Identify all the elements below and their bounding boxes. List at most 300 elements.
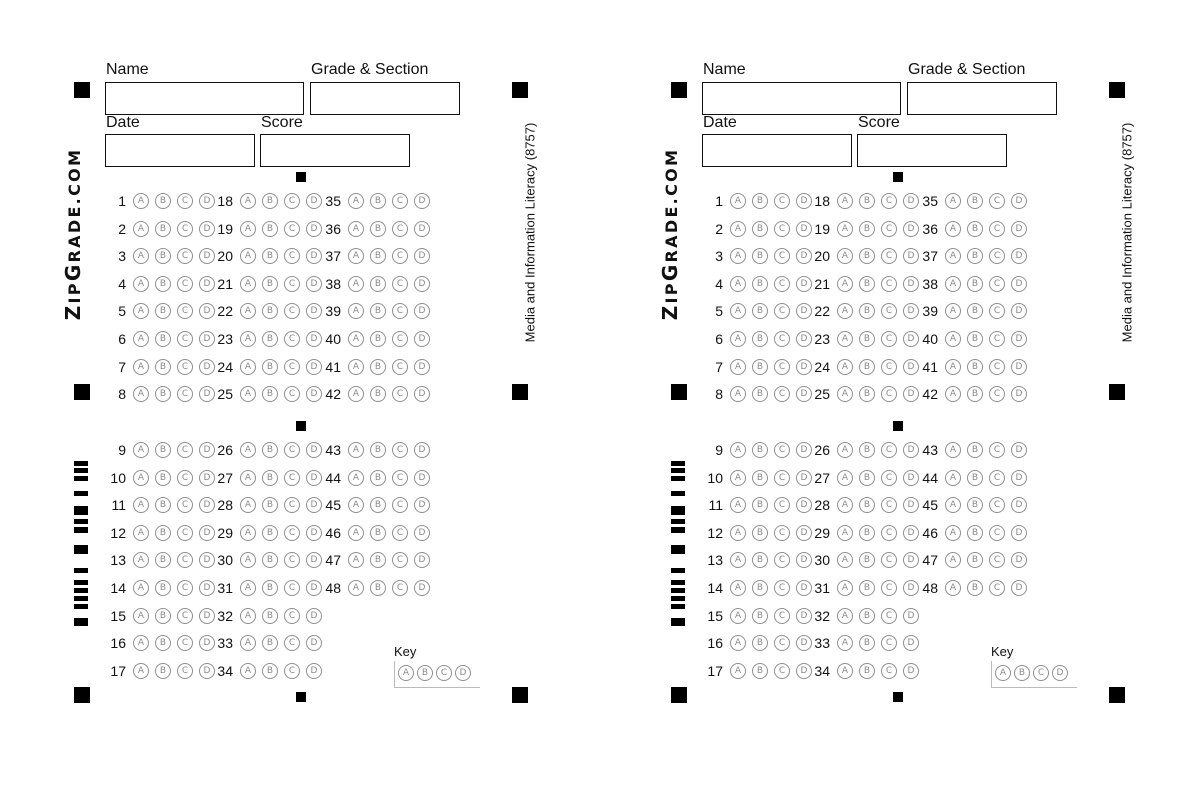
answer-bubble-b[interactable]: B <box>262 663 278 679</box>
answer-bubble-c[interactable]: C <box>881 580 897 596</box>
answer-bubble-c[interactable]: C <box>177 276 193 292</box>
answer-bubble-b[interactable]: B <box>752 303 768 319</box>
key-bubble-b[interactable]: B <box>1014 665 1030 681</box>
answer-bubble-b[interactable]: B <box>967 497 983 513</box>
answer-bubble-b[interactable]: B <box>859 248 875 264</box>
key-bubble-d[interactable]: D <box>1052 665 1068 681</box>
answer-bubble-a[interactable]: A <box>133 608 149 624</box>
answer-bubble-d[interactable]: D <box>903 331 919 347</box>
answer-bubble-d[interactable]: D <box>306 470 322 486</box>
answer-bubble-a[interactable]: A <box>837 276 853 292</box>
answer-bubble-b[interactable]: B <box>859 497 875 513</box>
answer-bubble-c[interactable]: C <box>881 663 897 679</box>
answer-bubble-b[interactable]: B <box>155 497 171 513</box>
answer-bubble-c[interactable]: C <box>881 276 897 292</box>
answer-bubble-d[interactable]: D <box>1011 497 1027 513</box>
answer-bubble-c[interactable]: C <box>989 580 1005 596</box>
answer-bubble-b[interactable]: B <box>859 359 875 375</box>
answer-bubble-a[interactable]: A <box>945 552 961 568</box>
answer-bubble-b[interactable]: B <box>262 580 278 596</box>
answer-bubble-c[interactable]: C <box>177 331 193 347</box>
answer-bubble-c[interactable]: C <box>392 525 408 541</box>
answer-bubble-a[interactable]: A <box>348 303 364 319</box>
answer-bubble-a[interactable]: A <box>240 331 256 347</box>
answer-bubble-c[interactable]: C <box>177 470 193 486</box>
answer-bubble-c[interactable]: C <box>881 470 897 486</box>
answer-bubble-c[interactable]: C <box>774 359 790 375</box>
answer-bubble-a[interactable]: A <box>133 276 149 292</box>
answer-bubble-a[interactable]: A <box>945 248 961 264</box>
answer-bubble-c[interactable]: C <box>774 552 790 568</box>
answer-bubble-d[interactable]: D <box>1011 552 1027 568</box>
answer-bubble-c[interactable]: C <box>774 303 790 319</box>
answer-bubble-a[interactable]: A <box>348 193 364 209</box>
answer-bubble-d[interactable]: D <box>796 608 812 624</box>
answer-bubble-a[interactable]: A <box>837 303 853 319</box>
answer-bubble-b[interactable]: B <box>967 552 983 568</box>
answer-bubble-a[interactable]: A <box>240 221 256 237</box>
answer-bubble-c[interactable]: C <box>881 248 897 264</box>
answer-bubble-d[interactable]: D <box>796 221 812 237</box>
answer-bubble-b[interactable]: B <box>752 442 768 458</box>
answer-bubble-a[interactable]: A <box>240 608 256 624</box>
answer-bubble-a[interactable]: A <box>837 442 853 458</box>
answer-bubble-b[interactable]: B <box>967 386 983 402</box>
answer-bubble-d[interactable]: D <box>903 442 919 458</box>
answer-bubble-d[interactable]: D <box>199 663 215 679</box>
answer-bubble-a[interactable]: A <box>133 331 149 347</box>
answer-bubble-b[interactable]: B <box>155 635 171 651</box>
answer-bubble-c[interactable]: C <box>774 276 790 292</box>
answer-bubble-c[interactable]: C <box>774 635 790 651</box>
answer-bubble-a[interactable]: A <box>837 525 853 541</box>
answer-bubble-b[interactable]: B <box>262 221 278 237</box>
answer-bubble-c[interactable]: C <box>881 303 897 319</box>
answer-bubble-d[interactable]: D <box>199 193 215 209</box>
answer-bubble-d[interactable]: D <box>796 442 812 458</box>
answer-bubble-d[interactable]: D <box>414 580 430 596</box>
answer-bubble-d[interactable]: D <box>796 580 812 596</box>
answer-bubble-c[interactable]: C <box>989 193 1005 209</box>
answer-bubble-b[interactable]: B <box>752 525 768 541</box>
answer-bubble-d[interactable]: D <box>306 580 322 596</box>
answer-bubble-a[interactable]: A <box>348 359 364 375</box>
answer-bubble-a[interactable]: A <box>730 497 746 513</box>
answer-bubble-b[interactable]: B <box>859 331 875 347</box>
answer-bubble-d[interactable]: D <box>199 303 215 319</box>
answer-bubble-d[interactable]: D <box>903 470 919 486</box>
answer-bubble-a[interactable]: A <box>348 276 364 292</box>
answer-bubble-a[interactable]: A <box>945 386 961 402</box>
answer-bubble-a[interactable]: A <box>348 470 364 486</box>
answer-bubble-c[interactable]: C <box>774 248 790 264</box>
answer-bubble-d[interactable]: D <box>1011 221 1027 237</box>
answer-bubble-c[interactable]: C <box>881 331 897 347</box>
answer-bubble-c[interactable]: C <box>774 525 790 541</box>
answer-bubble-b[interactable]: B <box>370 193 386 209</box>
answer-bubble-a[interactable]: A <box>730 386 746 402</box>
answer-bubble-a[interactable]: A <box>945 359 961 375</box>
grade-section-field[interactable] <box>907 82 1057 115</box>
answer-bubble-c[interactable]: C <box>392 276 408 292</box>
answer-bubble-a[interactable]: A <box>730 331 746 347</box>
answer-bubble-c[interactable]: C <box>774 608 790 624</box>
answer-bubble-a[interactable]: A <box>348 497 364 513</box>
answer-bubble-c[interactable]: C <box>392 221 408 237</box>
answer-bubble-c[interactable]: C <box>284 552 300 568</box>
answer-bubble-c[interactable]: C <box>284 525 300 541</box>
name-field[interactable] <box>702 82 901 115</box>
answer-bubble-a[interactable]: A <box>240 303 256 319</box>
answer-bubble-b[interactable]: B <box>967 221 983 237</box>
answer-bubble-c[interactable]: C <box>774 331 790 347</box>
answer-bubble-d[interactable]: D <box>903 663 919 679</box>
answer-bubble-c[interactable]: C <box>881 552 897 568</box>
answer-bubble-c[interactable]: C <box>881 193 897 209</box>
answer-bubble-a[interactable]: A <box>348 580 364 596</box>
answer-bubble-b[interactable]: B <box>370 221 386 237</box>
answer-bubble-a[interactable]: A <box>730 221 746 237</box>
answer-bubble-c[interactable]: C <box>881 608 897 624</box>
answer-bubble-d[interactable]: D <box>414 470 430 486</box>
score-field[interactable] <box>857 134 1007 167</box>
answer-bubble-a[interactable]: A <box>240 525 256 541</box>
answer-bubble-b[interactable]: B <box>859 442 875 458</box>
answer-bubble-a[interactable]: A <box>730 525 746 541</box>
answer-bubble-a[interactable]: A <box>945 580 961 596</box>
answer-bubble-a[interactable]: A <box>945 470 961 486</box>
answer-bubble-c[interactable]: C <box>881 525 897 541</box>
answer-bubble-a[interactable]: A <box>240 552 256 568</box>
answer-bubble-d[interactable]: D <box>306 248 322 264</box>
answer-bubble-d[interactable]: D <box>1011 303 1027 319</box>
answer-bubble-b[interactable]: B <box>262 635 278 651</box>
answer-bubble-b[interactable]: B <box>370 497 386 513</box>
answer-bubble-c[interactable]: C <box>284 580 300 596</box>
date-field[interactable] <box>105 134 255 167</box>
answer-bubble-a[interactable]: A <box>133 303 149 319</box>
answer-bubble-b[interactable]: B <box>155 331 171 347</box>
answer-bubble-a[interactable]: A <box>945 221 961 237</box>
answer-bubble-a[interactable]: A <box>240 386 256 402</box>
answer-bubble-a[interactable]: A <box>133 525 149 541</box>
answer-bubble-d[interactable]: D <box>199 442 215 458</box>
answer-bubble-c[interactable]: C <box>392 580 408 596</box>
answer-bubble-c[interactable]: C <box>284 359 300 375</box>
answer-bubble-b[interactable]: B <box>155 525 171 541</box>
answer-bubble-c[interactable]: C <box>774 221 790 237</box>
answer-bubble-d[interactable]: D <box>903 386 919 402</box>
answer-bubble-c[interactable]: C <box>284 193 300 209</box>
answer-bubble-b[interactable]: B <box>262 470 278 486</box>
answer-bubble-c[interactable]: C <box>392 442 408 458</box>
answer-bubble-d[interactable]: D <box>1011 470 1027 486</box>
answer-bubble-b[interactable]: B <box>262 608 278 624</box>
answer-bubble-b[interactable]: B <box>155 221 171 237</box>
answer-bubble-d[interactable]: D <box>796 331 812 347</box>
answer-bubble-c[interactable]: C <box>284 248 300 264</box>
answer-bubble-c[interactable]: C <box>392 359 408 375</box>
answer-bubble-c[interactable]: C <box>881 442 897 458</box>
answer-bubble-a[interactable]: A <box>730 580 746 596</box>
answer-bubble-d[interactable]: D <box>414 552 430 568</box>
date-field[interactable] <box>702 134 852 167</box>
answer-bubble-d[interactable]: D <box>903 276 919 292</box>
answer-bubble-a[interactable]: A <box>133 193 149 209</box>
answer-bubble-b[interactable]: B <box>262 386 278 402</box>
answer-bubble-d[interactable]: D <box>306 359 322 375</box>
answer-bubble-b[interactable]: B <box>155 663 171 679</box>
answer-bubble-b[interactable]: B <box>859 635 875 651</box>
answer-bubble-a[interactable]: A <box>730 635 746 651</box>
answer-bubble-a[interactable]: A <box>133 580 149 596</box>
answer-bubble-c[interactable]: C <box>989 221 1005 237</box>
answer-bubble-c[interactable]: C <box>392 470 408 486</box>
answer-bubble-b[interactable]: B <box>752 248 768 264</box>
answer-bubble-c[interactable]: C <box>177 525 193 541</box>
answer-bubble-c[interactable]: C <box>392 497 408 513</box>
answer-bubble-b[interactable]: B <box>262 359 278 375</box>
answer-bubble-b[interactable]: B <box>967 331 983 347</box>
answer-bubble-c[interactable]: C <box>284 221 300 237</box>
answer-bubble-c[interactable]: C <box>881 497 897 513</box>
answer-bubble-d[interactable]: D <box>199 525 215 541</box>
answer-bubble-d[interactable]: D <box>903 359 919 375</box>
score-field[interactable] <box>260 134 410 167</box>
answer-bubble-d[interactable]: D <box>796 635 812 651</box>
answer-bubble-b[interactable]: B <box>967 442 983 458</box>
answer-bubble-c[interactable]: C <box>989 552 1005 568</box>
answer-bubble-d[interactable]: D <box>306 442 322 458</box>
answer-bubble-b[interactable]: B <box>752 221 768 237</box>
answer-bubble-b[interactable]: B <box>262 331 278 347</box>
answer-bubble-a[interactable]: A <box>730 552 746 568</box>
answer-bubble-a[interactable]: A <box>837 552 853 568</box>
answer-bubble-d[interactable]: D <box>796 193 812 209</box>
answer-bubble-b[interactable]: B <box>859 552 875 568</box>
answer-bubble-d[interactable]: D <box>414 497 430 513</box>
answer-bubble-a[interactable]: A <box>837 608 853 624</box>
answer-bubble-c[interactable]: C <box>284 303 300 319</box>
answer-bubble-c[interactable]: C <box>177 442 193 458</box>
answer-bubble-c[interactable]: C <box>177 580 193 596</box>
answer-bubble-d[interactable]: D <box>306 663 322 679</box>
answer-bubble-a[interactable]: A <box>133 386 149 402</box>
answer-bubble-d[interactable]: D <box>796 303 812 319</box>
answer-bubble-a[interactable]: A <box>730 248 746 264</box>
answer-bubble-b[interactable]: B <box>859 193 875 209</box>
answer-bubble-b[interactable]: B <box>859 608 875 624</box>
answer-bubble-d[interactable]: D <box>199 386 215 402</box>
answer-bubble-c[interactable]: C <box>284 470 300 486</box>
answer-bubble-d[interactable]: D <box>414 359 430 375</box>
answer-bubble-c[interactable]: C <box>774 386 790 402</box>
answer-bubble-d[interactable]: D <box>1011 386 1027 402</box>
answer-bubble-a[interactable]: A <box>945 442 961 458</box>
answer-bubble-c[interactable]: C <box>989 359 1005 375</box>
answer-bubble-d[interactable]: D <box>796 248 812 264</box>
answer-bubble-b[interactable]: B <box>967 248 983 264</box>
answer-bubble-b[interactable]: B <box>752 470 768 486</box>
answer-bubble-c[interactable]: C <box>392 303 408 319</box>
answer-bubble-d[interactable]: D <box>306 221 322 237</box>
answer-bubble-b[interactable]: B <box>262 248 278 264</box>
answer-bubble-d[interactable]: D <box>306 635 322 651</box>
answer-bubble-b[interactable]: B <box>155 386 171 402</box>
answer-bubble-b[interactable]: B <box>155 248 171 264</box>
answer-bubble-a[interactable]: A <box>240 359 256 375</box>
answer-bubble-b[interactable]: B <box>370 331 386 347</box>
answer-bubble-d[interactable]: D <box>414 193 430 209</box>
answer-bubble-d[interactable]: D <box>199 248 215 264</box>
answer-bubble-a[interactable]: A <box>348 442 364 458</box>
answer-bubble-a[interactable]: A <box>837 580 853 596</box>
answer-bubble-a[interactable]: A <box>945 331 961 347</box>
answer-bubble-b[interactable]: B <box>155 470 171 486</box>
key-bubble-b[interactable]: B <box>417 665 433 681</box>
answer-bubble-d[interactable]: D <box>306 552 322 568</box>
answer-bubble-d[interactable]: D <box>199 221 215 237</box>
answer-bubble-c[interactable]: C <box>774 193 790 209</box>
answer-bubble-a[interactable]: A <box>240 248 256 264</box>
answer-bubble-b[interactable]: B <box>370 580 386 596</box>
answer-bubble-a[interactable]: A <box>837 248 853 264</box>
answer-bubble-d[interactable]: D <box>1011 525 1027 541</box>
answer-bubble-a[interactable]: A <box>730 359 746 375</box>
key-bubble-a[interactable]: A <box>995 665 1011 681</box>
answer-bubble-b[interactable]: B <box>155 276 171 292</box>
answer-bubble-d[interactable]: D <box>199 470 215 486</box>
answer-bubble-b[interactable]: B <box>155 580 171 596</box>
answer-bubble-b[interactable]: B <box>155 608 171 624</box>
answer-bubble-c[interactable]: C <box>284 386 300 402</box>
answer-bubble-a[interactable]: A <box>133 663 149 679</box>
answer-bubble-c[interactable]: C <box>774 497 790 513</box>
answer-bubble-a[interactable]: A <box>945 193 961 209</box>
answer-bubble-d[interactable]: D <box>1011 359 1027 375</box>
answer-bubble-b[interactable]: B <box>370 303 386 319</box>
answer-bubble-a[interactable]: A <box>348 248 364 264</box>
answer-bubble-d[interactable]: D <box>903 193 919 209</box>
answer-bubble-c[interactable]: C <box>989 497 1005 513</box>
answer-bubble-c[interactable]: C <box>177 359 193 375</box>
answer-bubble-d[interactable]: D <box>796 497 812 513</box>
answer-bubble-d[interactable]: D <box>796 470 812 486</box>
answer-bubble-a[interactable]: A <box>240 470 256 486</box>
answer-bubble-d[interactable]: D <box>199 331 215 347</box>
answer-bubble-c[interactable]: C <box>177 193 193 209</box>
answer-bubble-b[interactable]: B <box>262 303 278 319</box>
name-field[interactable] <box>105 82 304 115</box>
answer-bubble-a[interactable]: A <box>133 221 149 237</box>
answer-bubble-c[interactable]: C <box>989 442 1005 458</box>
answer-bubble-b[interactable]: B <box>370 552 386 568</box>
answer-bubble-a[interactable]: A <box>730 470 746 486</box>
answer-bubble-b[interactable]: B <box>967 193 983 209</box>
answer-bubble-d[interactable]: D <box>796 359 812 375</box>
answer-bubble-d[interactable]: D <box>199 608 215 624</box>
answer-bubble-a[interactable]: A <box>133 497 149 513</box>
answer-bubble-c[interactable]: C <box>284 497 300 513</box>
key-bubble-c[interactable]: C <box>436 665 452 681</box>
answer-bubble-b[interactable]: B <box>967 470 983 486</box>
answer-bubble-b[interactable]: B <box>262 193 278 209</box>
answer-bubble-d[interactable]: D <box>199 359 215 375</box>
answer-bubble-b[interactable]: B <box>155 359 171 375</box>
answer-bubble-c[interactable]: C <box>774 580 790 596</box>
answer-bubble-d[interactable]: D <box>414 276 430 292</box>
answer-bubble-b[interactable]: B <box>752 497 768 513</box>
answer-bubble-c[interactable]: C <box>774 442 790 458</box>
answer-bubble-b[interactable]: B <box>859 663 875 679</box>
answer-bubble-b[interactable]: B <box>370 359 386 375</box>
answer-bubble-d[interactable]: D <box>903 635 919 651</box>
answer-bubble-a[interactable]: A <box>240 276 256 292</box>
answer-bubble-a[interactable]: A <box>133 359 149 375</box>
answer-bubble-a[interactable]: A <box>133 248 149 264</box>
answer-bubble-b[interactable]: B <box>752 276 768 292</box>
answer-bubble-a[interactable]: A <box>730 193 746 209</box>
answer-bubble-b[interactable]: B <box>370 525 386 541</box>
answer-bubble-d[interactable]: D <box>1011 276 1027 292</box>
answer-bubble-d[interactable]: D <box>414 331 430 347</box>
answer-bubble-a[interactable]: A <box>837 386 853 402</box>
answer-bubble-c[interactable]: C <box>284 331 300 347</box>
answer-bubble-d[interactable]: D <box>1011 248 1027 264</box>
answer-bubble-c[interactable]: C <box>881 386 897 402</box>
answer-bubble-d[interactable]: D <box>903 303 919 319</box>
answer-bubble-b[interactable]: B <box>967 580 983 596</box>
answer-bubble-b[interactable]: B <box>262 442 278 458</box>
answer-bubble-a[interactable]: A <box>133 635 149 651</box>
answer-bubble-c[interactable]: C <box>392 552 408 568</box>
answer-bubble-c[interactable]: C <box>881 635 897 651</box>
answer-bubble-a[interactable]: A <box>730 276 746 292</box>
answer-bubble-d[interactable]: D <box>903 525 919 541</box>
answer-bubble-d[interactable]: D <box>199 580 215 596</box>
answer-bubble-d[interactable]: D <box>306 303 322 319</box>
answer-bubble-a[interactable]: A <box>837 359 853 375</box>
answer-bubble-b[interactable]: B <box>155 193 171 209</box>
answer-bubble-b[interactable]: B <box>752 635 768 651</box>
answer-bubble-a[interactable]: A <box>730 442 746 458</box>
answer-bubble-a[interactable]: A <box>837 221 853 237</box>
answer-bubble-c[interactable]: C <box>774 663 790 679</box>
grade-section-field[interactable] <box>310 82 460 115</box>
answer-bubble-d[interactable]: D <box>903 248 919 264</box>
answer-bubble-c[interactable]: C <box>881 359 897 375</box>
answer-bubble-c[interactable]: C <box>177 248 193 264</box>
answer-bubble-c[interactable]: C <box>989 303 1005 319</box>
answer-bubble-d[interactable]: D <box>796 276 812 292</box>
answer-bubble-c[interactable]: C <box>284 276 300 292</box>
answer-bubble-b[interactable]: B <box>859 470 875 486</box>
answer-bubble-d[interactable]: D <box>903 221 919 237</box>
answer-bubble-d[interactable]: D <box>414 442 430 458</box>
answer-bubble-d[interactable]: D <box>306 193 322 209</box>
answer-bubble-a[interactable]: A <box>240 442 256 458</box>
answer-bubble-d[interactable]: D <box>903 608 919 624</box>
answer-bubble-d[interactable]: D <box>306 525 322 541</box>
answer-bubble-b[interactable]: B <box>370 248 386 264</box>
answer-bubble-c[interactable]: C <box>989 276 1005 292</box>
answer-bubble-d[interactable]: D <box>199 276 215 292</box>
answer-bubble-d[interactable]: D <box>903 580 919 596</box>
answer-bubble-d[interactable]: D <box>414 386 430 402</box>
answer-bubble-d[interactable]: D <box>1011 331 1027 347</box>
answer-bubble-c[interactable]: C <box>284 442 300 458</box>
answer-bubble-d[interactable]: D <box>1011 580 1027 596</box>
